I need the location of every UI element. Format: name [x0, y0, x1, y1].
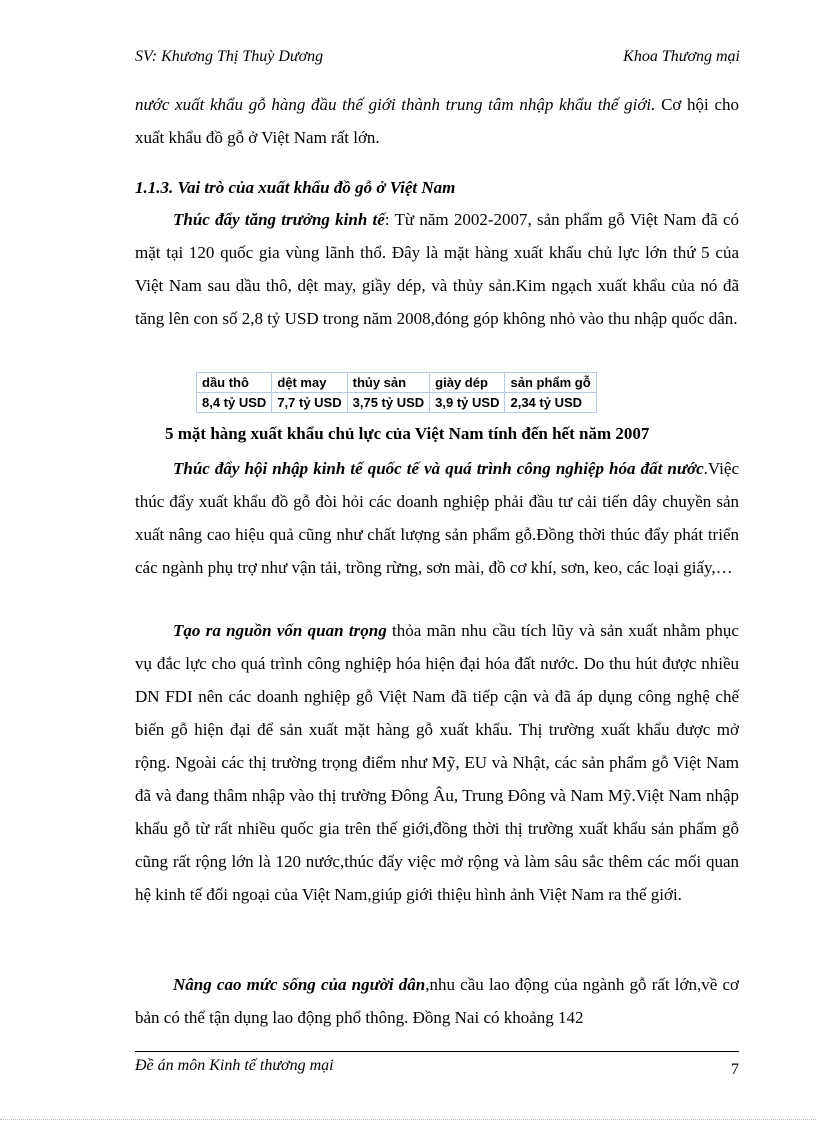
intro-paragraph — [135, 88, 739, 154]
paragraph-capital — [135, 614, 739, 911]
table-header-cell: dầu thô — [197, 373, 272, 393]
header-faculty: Khoa Thương mại — [623, 48, 740, 65]
para1-text: : Từ năm 2002-2007, sản phẩm gỗ Việt Nam đã có mặt tại 120 quốc gia vùng lãnh thổ. Đây là mặt hàng xuất khẩu chủ lực lớn thứ 5 của Việt Nam sau dầu thô, dệt may, giầy dép, và thủy sản.Kim ngạch xuất khẩu của nó đã tăng lên con số 2,8 tỷ USD trong năm 2008,đóng góp không nhỏ vào thu nhập quốc dân. — [135, 210, 739, 328]
table-header-cell: giày dép — [430, 373, 505, 393]
table-value-cell: 7,7 tỷ USD — [272, 393, 347, 413]
table-caption: 5 mặt hàng xuất khẩu chủ lực của Việt Nam tính đến hết năm 2007 — [165, 424, 650, 443]
para4-lead: Nâng cao mức sống của người dân — [173, 975, 426, 994]
table-header-cell: dệt may — [272, 373, 347, 393]
table-value-cell: 3,9 tỷ USD — [430, 393, 505, 413]
para3-lead: Tạo ra nguồn vốn quan trọng — [173, 621, 387, 640]
section-heading: 1.1.3. Vai trò của xuất khẩu đồ gỗ ở Việt Nam — [135, 178, 456, 197]
para2-lead: Thúc đẩy hội nhập kinh tế quốc tế và quá trình công nghiệp hóa đất nước — [173, 459, 704, 478]
table-value-cell: 8,4 tỷ USD — [197, 393, 272, 413]
para4-text: ,nhu cầu lao động của ngành gỗ rất lớn,về cơ bản có thể tận dụng lao động phổ thông. Đồng Nai có khoảng 142 — [135, 975, 740, 1027]
page-number: 7 — [731, 1061, 739, 1078]
table-header-cell: thủy sản — [347, 373, 430, 393]
export-table-value-row — [197, 393, 597, 413]
export-table — [196, 372, 597, 413]
para2-text: .Việc thúc đẩy xuất khẩu đồ gỗ đòi hỏi các doanh nghiệp phải đầu tư cải tiến dây chuyền sản xuất nâng cao hiệu quả cũng như chất lượng sản phẩm gỗ.Đồng thời thúc đẩy phát triển các ngành phụ trợ như vận tải, trồng rừng, sơn mài, đồ cơ khí, sơn, keo, các loại giấy,… — [135, 459, 739, 577]
table-header-cell: sản phẩm gỗ — [505, 373, 596, 393]
table-value-cell: 3,75 tỷ USD — [347, 393, 430, 413]
para3-text: thỏa mãn nhu cầu tích lũy và sản xuất nhằm phục vụ đắc lực cho quá trình công nghiệp hóa hiện đại hóa đất nước. Do thu hút được nhiều DN FDI nên các doanh nghiệp gỗ Việt Nam đã tiếp cận và đã áp dụng công nghệ chế biến gỗ hiện đại để sản xuất mặt hàng gỗ xuất khẩu. Thị trường xuất khẩu được mở rộng. Ngoài các thị trường trọng điểm như Mỹ, EU và Nhật, các sản phẩm gỗ Việt Nam đã và đang thâm nhập vào thị trường Đông Âu, Trung Đông và Nam Mỹ.Việt Nam nhập khẩu gỗ từ rất nhiều quốc gia trên thế giới,đồng thời thị trường xuất khẩu sản phẩm gỗ cũng rất rộng lớn là 120 nước,thúc đẩy việc mở rộng và làm sâu sắc thêm các mối quan hệ kinh tế đối ngoại của Việt Nam,giúp giới thiệu hình ảnh Việt Nam ra thế giới. — [135, 621, 739, 904]
table-value-cell: 2,34 tỷ USD — [505, 393, 596, 413]
intro-rest: Cơ hội cho xuất khẩu đồ gỗ ở Việt Nam rất lớn. — [135, 95, 739, 147]
intro-italic: nước xuất khẩu gỗ hàng đầu thế giới thành trung tâm nhập khẩu thế giới. — [135, 95, 656, 114]
header-author: SV: Khương Thị Thuỳ Dương — [135, 48, 324, 65]
paragraph-living-standard — [135, 968, 739, 1034]
paragraph-growth — [135, 203, 739, 335]
page-bottom-edge — [0, 1119, 816, 1120]
para1-lead: Thúc đẩy tăng trưởng kinh tế — [173, 210, 385, 229]
export-table-header-row — [197, 373, 597, 393]
footer-course: Đề án môn Kinh tế thương mại — [135, 1057, 334, 1074]
paragraph-integration — [135, 452, 739, 584]
footer-divider — [135, 1051, 739, 1052]
